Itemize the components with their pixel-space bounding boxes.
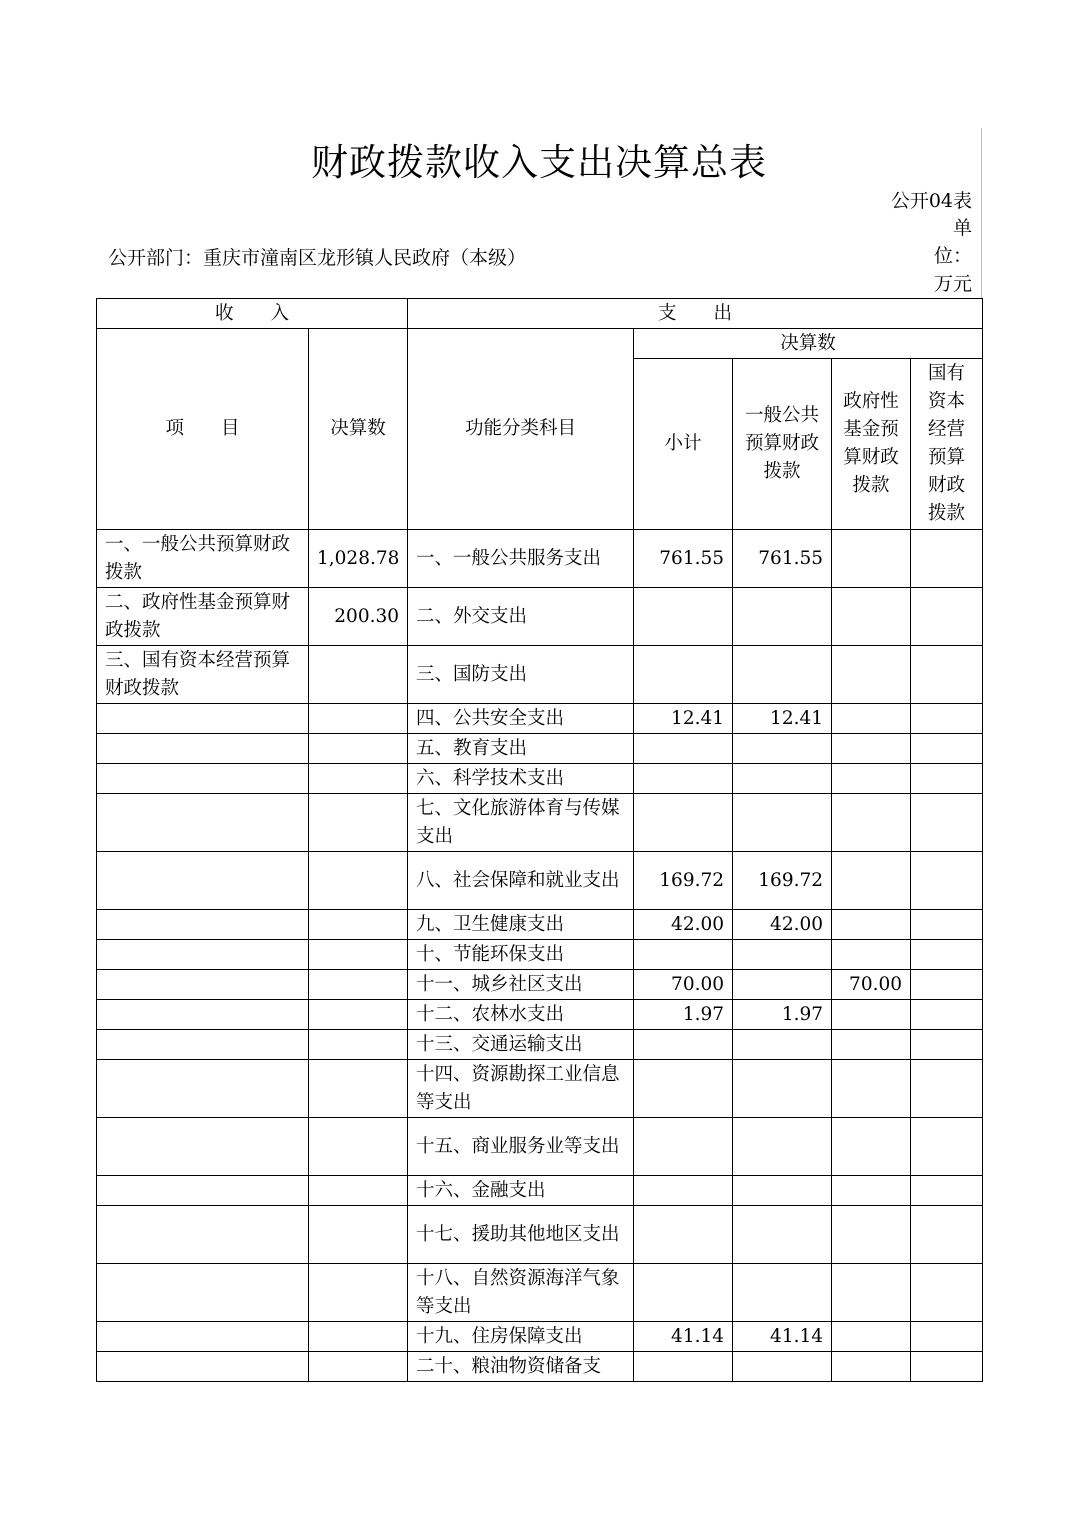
expenditure-item-cell: 十五、商业服务业等支出 bbox=[408, 1118, 634, 1176]
general-budget-cell: 42.00 bbox=[733, 910, 832, 940]
page-title: 财政拨款收入支出决算总表 bbox=[311, 141, 767, 184]
state-capital-cell bbox=[911, 1030, 983, 1060]
income-amount-cell bbox=[309, 1000, 408, 1030]
table-row bbox=[97, 1352, 983, 1382]
gov-fund-cell bbox=[832, 646, 911, 704]
gov-fund-cell bbox=[832, 852, 911, 910]
gov-fund-cell bbox=[832, 1322, 911, 1352]
general-budget-cell bbox=[733, 588, 832, 646]
income-item-cell: 二、政府性基金预算财政拨款 bbox=[97, 588, 309, 646]
state-capital-cell bbox=[911, 1118, 983, 1176]
general-budget-cell bbox=[733, 1060, 832, 1118]
expenditure-item-cell: 十四、资源勘探工业信息等支出 bbox=[408, 1060, 634, 1118]
table-row bbox=[97, 1264, 983, 1322]
state-capital-header: 国有资本经营预算财政拨款 bbox=[911, 359, 983, 530]
table-row bbox=[97, 1060, 983, 1118]
gov-fund-cell bbox=[832, 1060, 911, 1118]
final-amount-header: 决算数 bbox=[634, 329, 983, 359]
table-row bbox=[97, 1000, 983, 1030]
general-budget-cell bbox=[733, 1118, 832, 1176]
gov-fund-cell bbox=[832, 530, 911, 588]
income-item-cell bbox=[97, 970, 309, 1000]
general-budget-cell bbox=[733, 1030, 832, 1060]
state-capital-cell bbox=[911, 1000, 983, 1030]
subtotal-cell bbox=[634, 588, 733, 646]
general-budget-cell: 1.97 bbox=[733, 1000, 832, 1030]
table-row bbox=[97, 1322, 983, 1352]
income-amount-cell bbox=[309, 646, 408, 704]
department-label: 公开部门：重庆市潼南区龙形镇人民政府（本级） bbox=[108, 247, 527, 269]
subtotal-cell bbox=[634, 1352, 733, 1382]
income-amount-cell: 200.30 bbox=[309, 588, 408, 646]
state-capital-cell bbox=[911, 1060, 983, 1118]
table-row bbox=[97, 852, 983, 910]
expenditure-item-cell: 七、文化旅游体育与传媒支出 bbox=[408, 794, 634, 852]
income-item-cell: 一、一般公共预算财政拨款 bbox=[97, 530, 309, 588]
income-amount-cell: 1,028.78 bbox=[309, 530, 408, 588]
income-item-cell bbox=[97, 764, 309, 794]
table-row bbox=[97, 734, 983, 764]
general-budget-cell bbox=[733, 1176, 832, 1206]
item-header: 项 目 bbox=[97, 329, 309, 530]
expenditure-item-cell: 五、教育支出 bbox=[408, 734, 634, 764]
table-row bbox=[97, 1118, 983, 1176]
income-item-cell bbox=[97, 1206, 309, 1264]
expenditure-item-cell: 十二、农林水支出 bbox=[408, 1000, 634, 1030]
subtotal-cell: 761.55 bbox=[634, 530, 733, 588]
table-row bbox=[97, 970, 983, 1000]
gov-fund-cell bbox=[832, 588, 911, 646]
state-capital-cell bbox=[911, 588, 983, 646]
income-item-cell: 三、国有资本经营预算财政拨款 bbox=[97, 646, 309, 704]
subtotal-cell bbox=[634, 734, 733, 764]
gov-fund-cell bbox=[832, 910, 911, 940]
gov-fund-cell bbox=[832, 794, 911, 852]
table-row bbox=[97, 764, 983, 794]
general-budget-cell: 761.55 bbox=[733, 530, 832, 588]
subtotal-cell bbox=[634, 764, 733, 794]
subtotal-cell bbox=[634, 1206, 733, 1264]
gov-fund-cell bbox=[832, 704, 911, 734]
gov-fund-cell bbox=[832, 1030, 911, 1060]
income-amount-cell bbox=[309, 1060, 408, 1118]
expenditure-item-cell: 一、一般公共服务支出 bbox=[408, 530, 634, 588]
table-row bbox=[97, 588, 983, 646]
income-item-cell bbox=[97, 910, 309, 940]
income-amount-cell bbox=[309, 940, 408, 970]
table-row bbox=[97, 794, 983, 852]
subtotal-cell bbox=[634, 940, 733, 970]
state-capital-cell bbox=[911, 1264, 983, 1322]
expenditure-item-cell: 四、公共安全支出 bbox=[408, 704, 634, 734]
general-budget-cell bbox=[733, 1206, 832, 1264]
general-budget-header: 一般公共预算财政拨款 bbox=[733, 359, 832, 530]
expenditure-header: 支 出 bbox=[408, 299, 983, 329]
unit-line: 万元 bbox=[933, 273, 972, 295]
subtotal-cell bbox=[634, 794, 733, 852]
expenditure-item-cell: 二十、粮油物资储备支 bbox=[408, 1352, 634, 1382]
income-amount-cell bbox=[309, 1352, 408, 1382]
state-capital-cell bbox=[911, 940, 983, 970]
gov-fund-cell: 70.00 bbox=[832, 970, 911, 1000]
table-row bbox=[97, 704, 983, 734]
state-capital-cell bbox=[911, 794, 983, 852]
income-amount-cell bbox=[309, 1206, 408, 1264]
state-capital-cell bbox=[911, 1176, 983, 1206]
general-budget-cell: 12.41 bbox=[733, 704, 832, 734]
table-row bbox=[97, 1030, 983, 1060]
expenditure-item-cell: 十、节能环保支出 bbox=[408, 940, 634, 970]
table-row bbox=[97, 646, 983, 704]
income-amount-cell bbox=[309, 1030, 408, 1060]
table-row bbox=[97, 1206, 983, 1264]
income-item-cell bbox=[97, 940, 309, 970]
gov-fund-cell bbox=[832, 734, 911, 764]
table-row bbox=[97, 910, 983, 940]
income-item-cell bbox=[97, 1264, 309, 1322]
subtotal-cell bbox=[634, 1060, 733, 1118]
subtotal-cell bbox=[634, 1264, 733, 1322]
income-item-cell bbox=[97, 1118, 309, 1176]
general-budget-cell bbox=[733, 1352, 832, 1382]
income-item-cell bbox=[97, 1030, 309, 1060]
income-header: 收 入 bbox=[97, 299, 408, 329]
unit-label bbox=[924, 214, 972, 298]
expenditure-item-cell: 九、卫生健康支出 bbox=[408, 910, 634, 940]
subtotal-cell: 12.41 bbox=[634, 704, 733, 734]
gov-fund-cell bbox=[832, 1176, 911, 1206]
state-capital-cell bbox=[911, 734, 983, 764]
income-item-cell bbox=[97, 1060, 309, 1118]
expenditure-item-cell: 三、国防支出 bbox=[408, 646, 634, 704]
gov-fund-cell bbox=[832, 1264, 911, 1322]
expenditure-item-cell: 六、科学技术支出 bbox=[408, 764, 634, 794]
income-item-cell bbox=[97, 1000, 309, 1030]
unit-line: 单 bbox=[952, 217, 972, 239]
income-amount-cell bbox=[309, 852, 408, 910]
income-item-cell bbox=[97, 1176, 309, 1206]
state-capital-cell bbox=[911, 764, 983, 794]
budget-table bbox=[96, 298, 983, 1382]
table-row bbox=[97, 1176, 983, 1206]
income-item-cell bbox=[97, 852, 309, 910]
income-amount-cell bbox=[309, 970, 408, 1000]
header-row bbox=[97, 299, 983, 329]
expenditure-item-cell: 十八、自然资源海洋气象等支出 bbox=[408, 1264, 634, 1322]
subtotal-cell: 70.00 bbox=[634, 970, 733, 1000]
income-item-cell bbox=[97, 794, 309, 852]
expenditure-item-cell: 八、社会保障和就业支出 bbox=[408, 852, 634, 910]
general-budget-cell bbox=[733, 734, 832, 764]
state-capital-cell bbox=[911, 530, 983, 588]
expenditure-item-cell: 十六、金融支出 bbox=[408, 1176, 634, 1206]
income-amount-cell bbox=[309, 734, 408, 764]
state-capital-cell bbox=[911, 970, 983, 1000]
general-budget-cell bbox=[733, 794, 832, 852]
amount-header: 决算数 bbox=[309, 329, 408, 530]
income-amount-cell bbox=[309, 794, 408, 852]
gov-fund-header: 政府性基金预算财政拨款 bbox=[832, 359, 911, 530]
gov-fund-cell bbox=[832, 1000, 911, 1030]
expenditure-item-cell: 十三、交通运输支出 bbox=[408, 1030, 634, 1060]
general-budget-cell bbox=[733, 764, 832, 794]
header-row bbox=[97, 329, 983, 359]
subtotal-header: 小计 bbox=[634, 359, 733, 530]
general-budget-cell: 169.72 bbox=[733, 852, 832, 910]
gov-fund-cell bbox=[832, 764, 911, 794]
expenditure-item-cell: 十七、援助其他地区支出 bbox=[408, 1206, 634, 1264]
subtotal-cell: 169.72 bbox=[634, 852, 733, 910]
state-capital-cell bbox=[911, 1206, 983, 1264]
income-item-cell bbox=[97, 704, 309, 734]
income-amount-cell bbox=[309, 764, 408, 794]
subtotal-cell bbox=[634, 1176, 733, 1206]
expenditure-item-cell: 十一、城乡社区支出 bbox=[408, 970, 634, 1000]
income-amount-cell bbox=[309, 910, 408, 940]
general-budget-cell: 41.14 bbox=[733, 1322, 832, 1352]
income-amount-cell bbox=[309, 1264, 408, 1322]
general-budget-cell bbox=[733, 646, 832, 704]
state-capital-cell bbox=[911, 646, 983, 704]
gov-fund-cell bbox=[832, 1206, 911, 1264]
income-item-cell bbox=[97, 1322, 309, 1352]
state-capital-cell bbox=[911, 910, 983, 940]
gov-fund-cell bbox=[832, 1352, 911, 1382]
general-budget-cell bbox=[733, 970, 832, 1000]
state-capital-cell bbox=[911, 1352, 983, 1382]
general-budget-cell bbox=[733, 940, 832, 970]
state-capital-cell bbox=[911, 704, 983, 734]
gov-fund-cell bbox=[832, 940, 911, 970]
subtotal-cell: 1.97 bbox=[634, 1000, 733, 1030]
state-capital-cell bbox=[911, 852, 983, 910]
income-amount-cell bbox=[309, 704, 408, 734]
function-class-header: 功能分类科目 bbox=[408, 329, 634, 530]
subtotal-cell: 42.00 bbox=[634, 910, 733, 940]
income-item-cell bbox=[97, 734, 309, 764]
subtotal-cell bbox=[634, 646, 733, 704]
gov-fund-cell bbox=[832, 1118, 911, 1176]
form-code: 公开04表 bbox=[890, 190, 972, 212]
income-amount-cell bbox=[309, 1176, 408, 1206]
state-capital-cell bbox=[911, 1322, 983, 1352]
expenditure-item-cell: 二、外交支出 bbox=[408, 588, 634, 646]
income-item-cell bbox=[97, 1352, 309, 1382]
income-amount-cell bbox=[309, 1118, 408, 1176]
expenditure-item-cell: 十九、住房保障支出 bbox=[408, 1322, 634, 1352]
general-budget-cell bbox=[733, 1264, 832, 1322]
subtotal-cell: 41.14 bbox=[634, 1322, 733, 1352]
unit-line: 位： bbox=[933, 245, 972, 267]
income-amount-cell bbox=[309, 1322, 408, 1352]
table-row bbox=[97, 530, 983, 588]
table-row bbox=[97, 940, 983, 970]
subtotal-cell bbox=[634, 1118, 733, 1176]
subtotal-cell bbox=[634, 1030, 733, 1060]
